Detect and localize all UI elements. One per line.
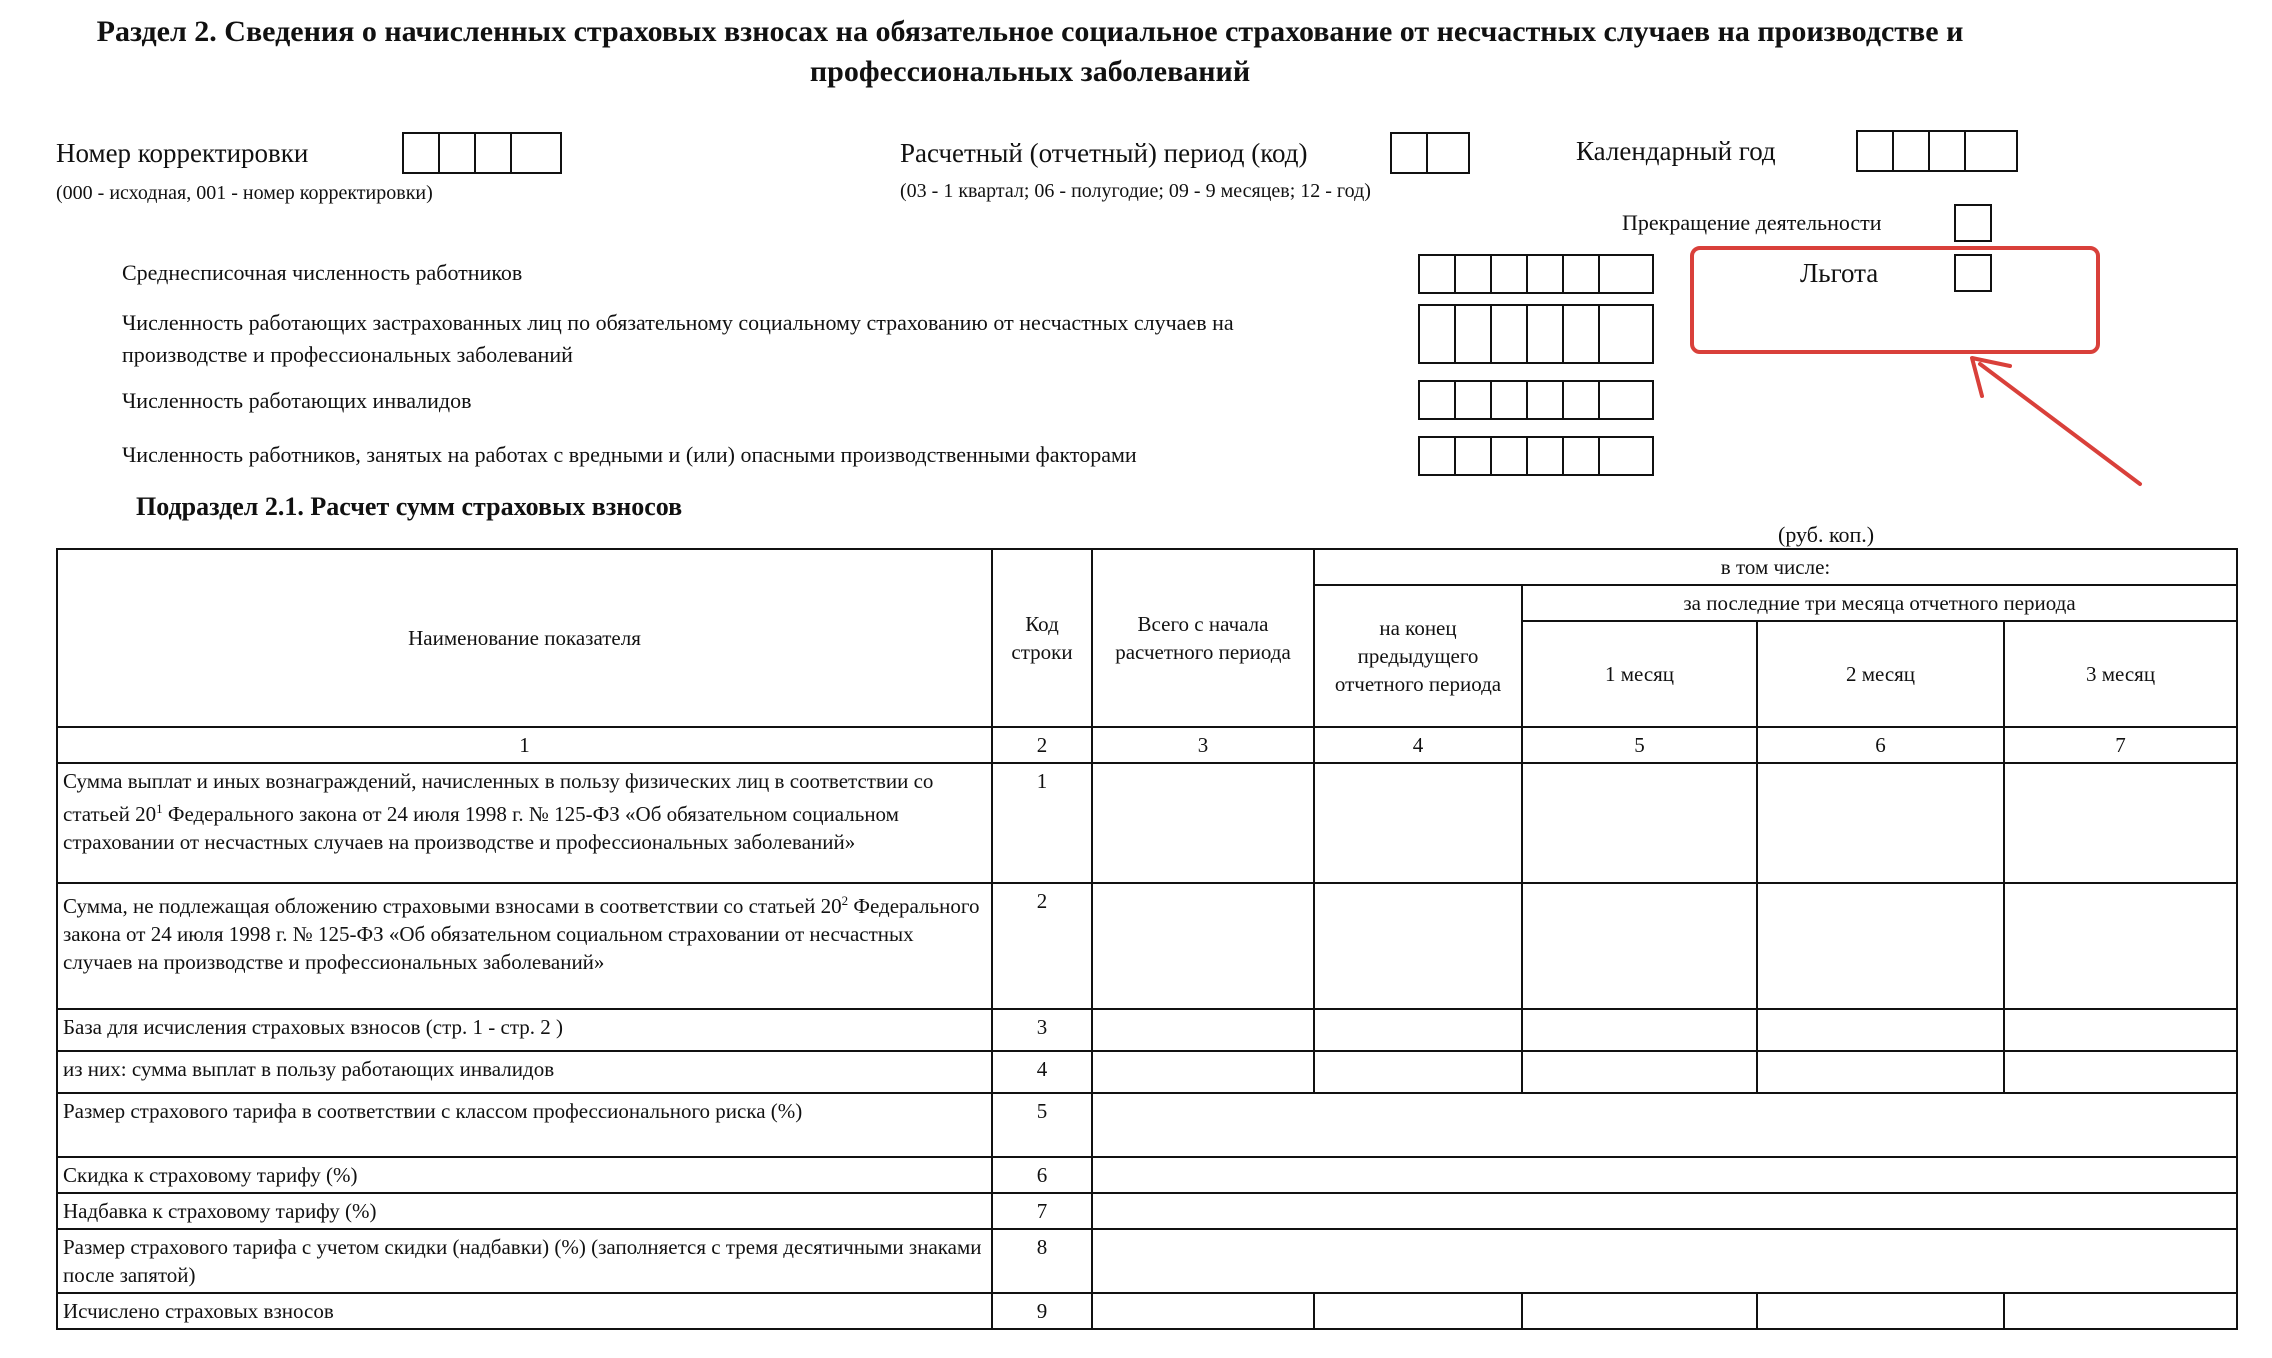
header-total: Всего с начала расчетного периода <box>1092 549 1314 727</box>
indicator-insured-label-line1: Численность работающих застрахованных лиц по обязательному социальному страхованию от несчастных случаев на <box>122 310 1234 335</box>
col-number: 6 <box>1757 727 2004 763</box>
row-4-total-cell[interactable] <box>1092 1051 1314 1093</box>
subsection-title: Подраздел 2.1. Расчет сумм страховых взносов <box>136 492 683 521</box>
row-3-m2-cell[interactable] <box>1757 1009 2004 1051</box>
section-title-line2: профессиональных заболеваний <box>809 55 1251 88</box>
row-2-m2-cell[interactable] <box>1757 883 2004 1009</box>
row-3-prev-cell[interactable] <box>1314 1009 1522 1051</box>
currency-note: (руб. коп.) <box>1778 522 1875 547</box>
header-name: Наименование показателя <box>57 549 992 727</box>
row-5-code: 5 <box>992 1093 1092 1157</box>
row-3-name: База для исчисления страховых взносов (стр. 1 - стр. 2 ) <box>57 1009 992 1051</box>
row-2-m1-cell[interactable] <box>1522 883 1757 1009</box>
row-4-prev-cell[interactable] <box>1314 1051 1522 1093</box>
disabled-count-input[interactable] <box>1418 380 1654 420</box>
correction-hint: (000 - исходная, 001 - номер корректировки) <box>56 182 433 204</box>
table-row <box>57 1051 2237 1093</box>
row-8-name: Размер страхового тарифа с учетом скидки (надбавки) (%) (заполняется с тремя десятичными знаками после запятой) <box>57 1229 992 1293</box>
row-1-m1-cell[interactable] <box>1522 763 1757 883</box>
row-9-code: 9 <box>992 1293 1092 1329</box>
indicator-hazard-label: Численность работников, занятых на работах с вредными и (или) опасными производственными факторами <box>122 442 1137 467</box>
row-1-name-b: Федерального закона от 24 июля 1998 г. № 125-ФЗ «Об обязательном социальном страховании от несчастных случаев на производстве и профессиональных заболеваний» <box>63 802 899 854</box>
table-row <box>57 1229 2237 1293</box>
row-4-code: 4 <box>992 1051 1092 1093</box>
row-4-m3-cell[interactable] <box>2004 1051 2237 1093</box>
row-8-code: 8 <box>992 1229 1092 1293</box>
row-1-code: 1 <box>992 763 1092 883</box>
row-1-name-a: Сумма выплат и иных вознаграждений, начисленных в пользу физических лиц в соответствии со статьей 20 <box>63 769 934 826</box>
header-code: Код строки <box>992 549 1092 727</box>
col-number: 5 <box>1522 727 1757 763</box>
row-6-value-cell[interactable] <box>1092 1157 2237 1193</box>
correction-label: Номер корректировки <box>56 138 309 168</box>
header-last-three: за последние три месяца отчетного периода <box>1522 585 2237 621</box>
header-month-2: 2 месяц <box>1757 621 2004 727</box>
period-hint: (03 - 1 квартал; 06 - полугодие; 09 - 9 месяцев; 12 - год) <box>900 180 1371 202</box>
row-5-value-cell[interactable] <box>1092 1093 2237 1157</box>
indicator-insured-label-line2: производстве и профессиональных заболеваний <box>122 342 573 367</box>
row-1-name <box>57 763 992 883</box>
column-numbers-row <box>57 727 2237 763</box>
row-2-name-b: Федерального закона от 24 июля 1998 г. № 125-ФЗ «Об обязательном социальном страховании от несчастных случаев на производстве и профессиональных заболеваний» <box>63 894 980 974</box>
row-5-name: Размер страхового тарифа в соответствии с классом профессионального риска (%) <box>57 1093 992 1157</box>
benefit-label: Льгота <box>1800 258 1879 288</box>
row-2-prev-cell[interactable] <box>1314 883 1522 1009</box>
row-2-name-a: Сумма, не подлежащая обложению страховыми взносами в соответствии со статьей 20 <box>63 894 842 918</box>
termination-checkbox[interactable] <box>1954 204 1992 242</box>
row-3-m3-cell[interactable] <box>2004 1009 2237 1051</box>
row-4-name: из них: сумма выплат в пользу работающих инвалидов <box>57 1051 992 1093</box>
row-1-prev-cell[interactable] <box>1314 763 1522 883</box>
header-month-3: 3 месяц <box>2004 621 2237 727</box>
indicator-disabled-label: Численность работающих инвалидов <box>122 388 472 413</box>
row-1-m2-cell[interactable] <box>1757 763 2004 883</box>
row-4-m2-cell[interactable] <box>1757 1051 2004 1093</box>
insured-count-input[interactable] <box>1418 304 1654 364</box>
row-7-code: 7 <box>992 1193 1092 1229</box>
row-9-total-cell[interactable] <box>1092 1293 1314 1329</box>
row-6-name: Скидка к страховому тарифу (%) <box>57 1157 992 1193</box>
section-title <box>0 12 2060 92</box>
table-row <box>57 1009 2237 1051</box>
row-9-m3-cell[interactable] <box>2004 1293 2237 1329</box>
row-9-m2-cell[interactable] <box>1757 1293 2004 1329</box>
col-number: 7 <box>2004 727 2237 763</box>
row-4-m1-cell[interactable] <box>1522 1051 1757 1093</box>
row-2-sup: 2 <box>841 893 849 908</box>
benefit-highlight-frame <box>1690 246 2100 354</box>
period-label: Расчетный (отчетный) период (код) <box>900 138 1308 168</box>
row-9-prev-cell[interactable] <box>1314 1293 1522 1329</box>
row-2-name <box>57 883 992 1009</box>
table-row <box>57 883 2237 1009</box>
row-1-sup: 1 <box>156 801 163 816</box>
row-3-code: 3 <box>992 1009 1092 1051</box>
contributions-table <box>56 548 2238 1330</box>
col-number: 2 <box>992 727 1092 763</box>
section-title-line1: Раздел 2. Сведения о начисленных страховых взносах на обязательное социальное страхование от несчастных случаев на производстве и <box>96 15 1964 48</box>
row-9-name: Исчислено страховых взносов <box>57 1293 992 1329</box>
col-number: 1 <box>57 727 992 763</box>
header-prev-end: на конец предыдущего отчетного периода <box>1314 585 1522 727</box>
indicator-avg-headcount-label: Среднесписочная численность работников <box>122 260 523 285</box>
row-7-value-cell[interactable] <box>1092 1193 2237 1229</box>
termination-label: Прекращение деятельности <box>1622 210 1882 235</box>
row-3-total-cell[interactable] <box>1092 1009 1314 1051</box>
year-label: Календарный год <box>1576 136 1776 166</box>
col-number: 3 <box>1092 727 1314 763</box>
col-number: 4 <box>1314 727 1522 763</box>
row-7-name: Надбавка к страховому тарифу (%) <box>57 1193 992 1229</box>
row-8-value-cell[interactable] <box>1092 1229 2237 1293</box>
header-month-1: 1 месяц <box>1522 621 1757 727</box>
table-row <box>57 1293 2237 1329</box>
table-row <box>57 1093 2237 1157</box>
avg-headcount-input[interactable] <box>1418 254 1654 294</box>
correction-number-input[interactable] <box>402 132 562 174</box>
header-including: в том числе: <box>1314 549 2237 585</box>
table-row <box>57 1157 2237 1193</box>
row-2-total-cell[interactable] <box>1092 883 1314 1009</box>
row-1-m3-cell[interactable] <box>2004 763 2237 883</box>
row-6-code: 6 <box>992 1157 1092 1193</box>
benefit-checkbox[interactable] <box>1954 254 1992 292</box>
table-row <box>57 1193 2237 1229</box>
table-row <box>57 763 2237 883</box>
period-code-input[interactable] <box>1390 132 1470 174</box>
pointer-arrow-icon <box>1960 350 2160 500</box>
row-1-total-cell[interactable] <box>1092 763 1314 883</box>
year-input[interactable] <box>1856 130 2018 172</box>
row-3-m1-cell[interactable] <box>1522 1009 1757 1051</box>
row-2-m3-cell[interactable] <box>2004 883 2237 1009</box>
row-2-code: 2 <box>992 883 1092 1009</box>
row-9-m1-cell[interactable] <box>1522 1293 1757 1329</box>
hazard-count-input[interactable] <box>1418 436 1654 476</box>
